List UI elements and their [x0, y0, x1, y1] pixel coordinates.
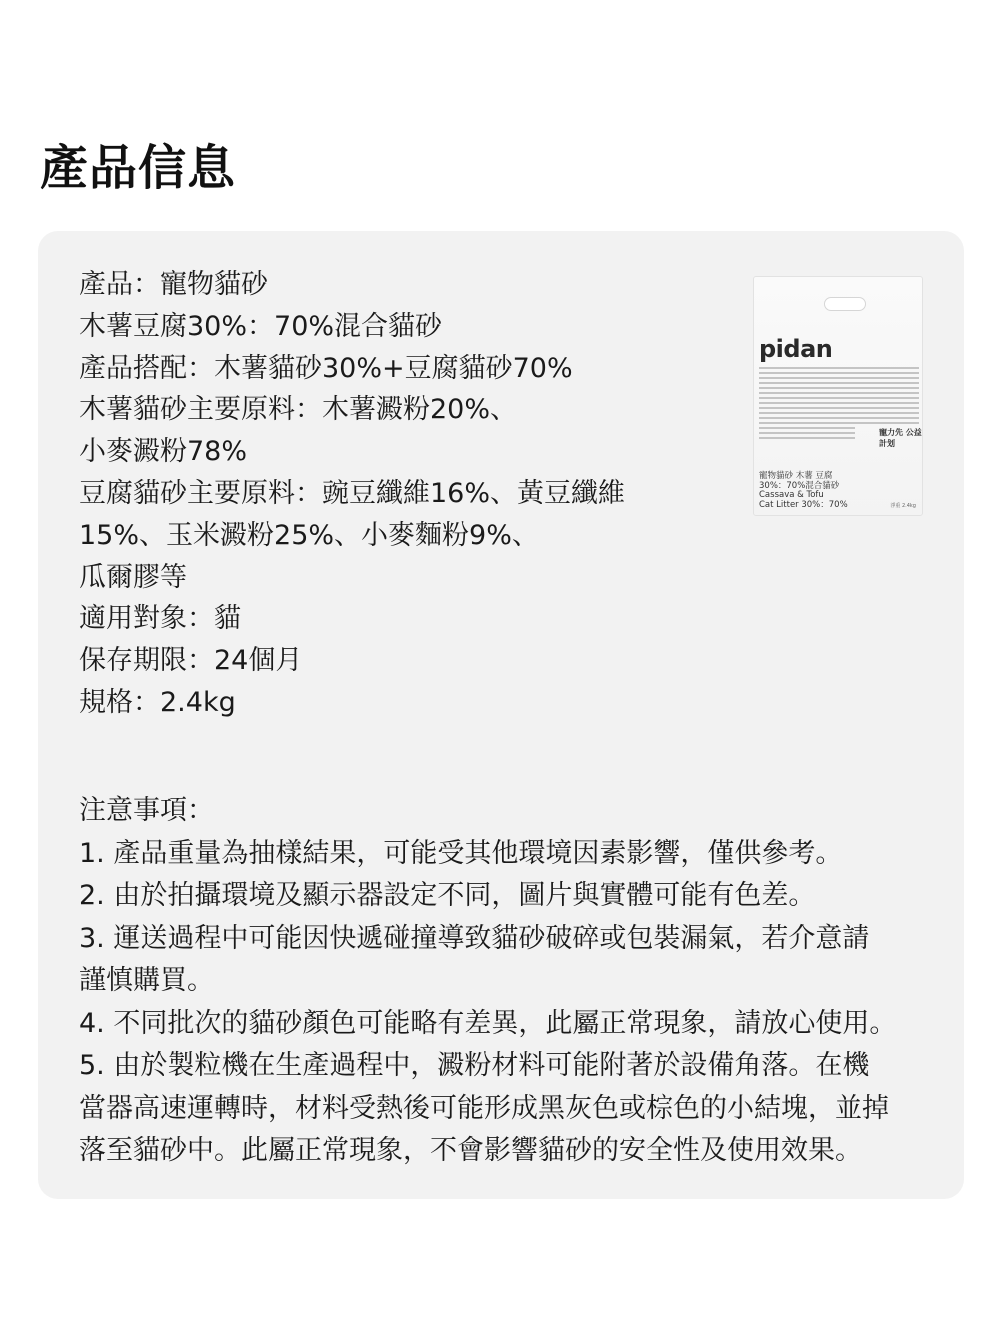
- product-bag-image: [753, 276, 923, 516]
- bag-desc-line: Cassava & Tofu: [759, 490, 824, 500]
- note-item: 3. 運送過程中可能因快遞碰撞導致貓砂破碎或包裝漏氣，若介意請: [79, 922, 870, 954]
- info-line-tofu-ingredients-end: 瓜爾膠等: [79, 561, 187, 593]
- info-line-mix: 木薯豆腐30%：70%混合貓砂: [79, 310, 443, 342]
- bag-desc-line: 寵物貓砂 木薯 豆腐: [759, 471, 833, 481]
- info-line-cassava-ingredients-cont: 小麥澱粉78%: [79, 436, 248, 468]
- note-item-cont: 當器高速運轉時，材料受熱後可能形成黑灰色或棕色的小結塊，並掉: [79, 1092, 889, 1124]
- bag-brand-logo: pidan: [759, 335, 833, 363]
- product-info-list: [79, 264, 679, 724]
- bag-desc-line: 30%：70%混合貓砂: [759, 480, 840, 491]
- bag-handle: [824, 297, 866, 311]
- note-item-cont: 謹慎購買。: [79, 965, 214, 996]
- info-line-target: 適用對象：貓: [79, 603, 241, 635]
- info-line-tofu-ingredients: 豆腐貓砂主要原料：豌豆纖維16%、黃豆纖維: [79, 477, 626, 509]
- page-title: 產品信息: [40, 140, 237, 196]
- note-item: 1. 產品重量為抽樣結果，可能受其他環境因素影響，僅供參考。: [79, 837, 843, 869]
- bag-desc-line: Cat Litter 30%：70%: [759, 499, 848, 510]
- info-line-shelf-life: 保存期限：24個月: [79, 645, 303, 677]
- note-item-cont: 落至貓砂中。此屬正常現象，不會影響貓砂的安全性及使用效果。: [79, 1135, 862, 1166]
- notes-heading: 注意事項：: [79, 795, 214, 826]
- note-item: 2. 由於拍攝環境及顯示器設定不同，圖片與實體可能有色差。: [79, 880, 816, 911]
- bag-side-label: 寵力先 公益計划: [879, 428, 922, 448]
- info-line-product: 產品：寵物貓砂: [79, 269, 268, 300]
- info-line-spec: 規格：2.4kg: [79, 686, 236, 718]
- info-line-cassava-ingredients: 木薯貓砂主要原料：木薯澱粉20%、: [79, 394, 518, 426]
- note-item: 5. 由於製粒機在生產過程中，澱粉材料可能附著於設備角落。在機: [79, 1050, 870, 1081]
- notes-list: [79, 790, 959, 1173]
- note-item: 4. 不同批次的貓砂顏色可能略有差異，此屬正常現象，請放心使用。: [79, 1007, 897, 1039]
- bag-weight: 淨重 2.4kg: [890, 503, 916, 509]
- bag-product-description: [759, 472, 848, 510]
- info-line-tofu-ingredients-cont: 15%、玉米澱粉25%、小麥麵粉9%、: [79, 519, 539, 551]
- info-line-combination: 產品搭配：木薯貓砂30%+豆腐貓砂70%: [79, 352, 573, 384]
